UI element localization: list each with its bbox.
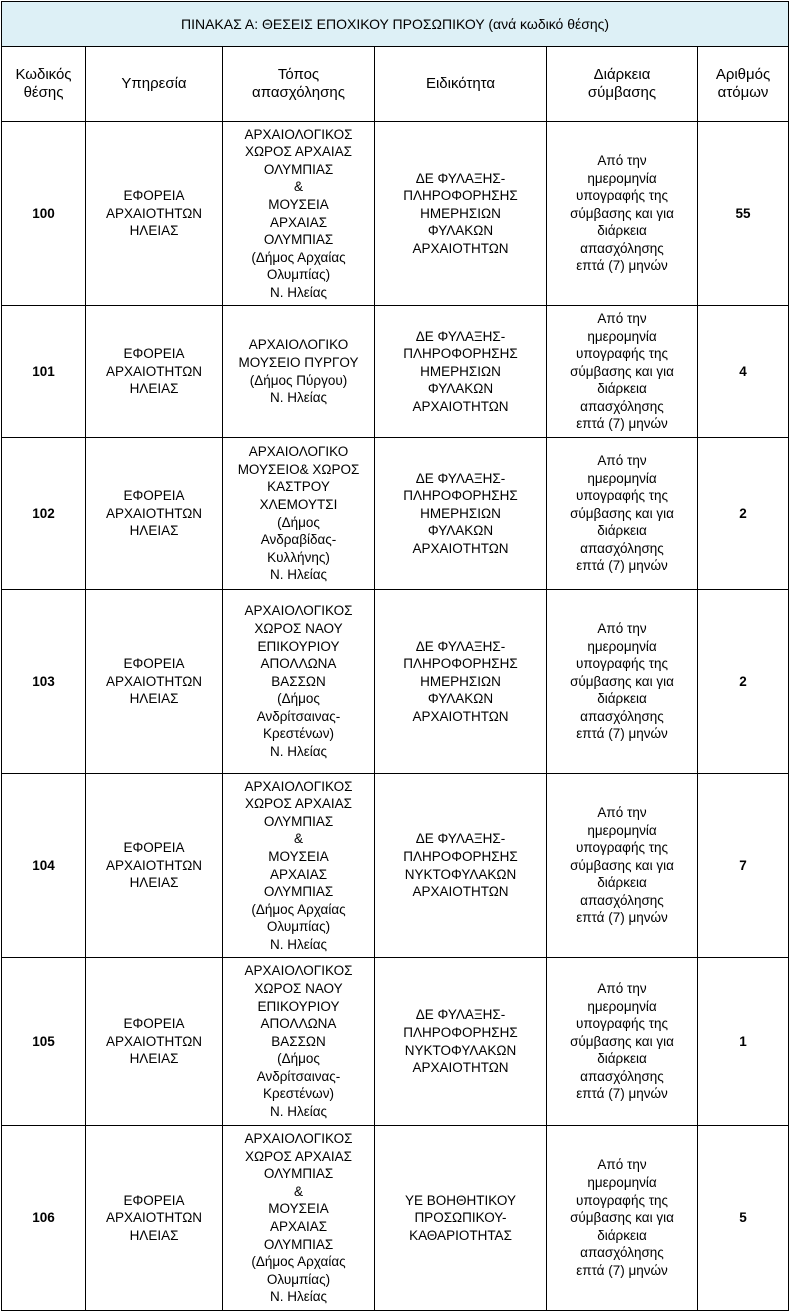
header-code: Κωδικός θέσης bbox=[2, 47, 86, 122]
header-location: Τόπος απασχόλησης bbox=[223, 47, 375, 122]
cell-count: 4 bbox=[698, 306, 789, 438]
cell-location: ΑΡΧΑΙΟΛΟΓΙΚΟΣ ΧΩΡΟΣ ΑΡΧΑΙΑΣ ΟΛΥΜΠΙΑΣ & ΜΟΥΣΕΙΑ ΑΡΧΑΙΑΣ ΟΛΥΜΠΙΑΣ (Δήμος Αρχαίας Ολυμπίας) Ν. Ηλείας bbox=[223, 774, 375, 958]
cell-duration: Από την ημερομηνία υπογραφής της σύμβασης και για διάρκεια απασχόλησης επτά (7) μηνών bbox=[547, 1126, 698, 1311]
cell-duration: Από την ημερομηνία υπογραφής της σύμβασης και για διάρκεια απασχόλησης επτά (7) μηνών bbox=[547, 774, 698, 958]
header-specialty: Ειδικότητα bbox=[375, 47, 547, 122]
header-service: Υπηρεσία bbox=[86, 47, 223, 122]
cell-specialty: ΔΕ ΦΥΛΑΞΗΣ- ΠΛΗΡΟΦΟΡΗΣΗΣ ΗΜΕΡΗΣΙΩΝ ΦΥΛΑΚΩΝ ΑΡΧΑΙΟΤΗΤΩΝ bbox=[375, 590, 547, 774]
cell-location: ΑΡΧΑΙΟΛΟΓΙΚΟΣ ΧΩΡΟΣ ΝΑΟΥ ΕΠΙΚΟΥΡΙΟΥ ΑΠΟΛΛΩΝΑ ΒΑΣΣΩΝ (Δήμος Ανδρίτσαινας- Κρεστένων) Ν. Ηλείας bbox=[223, 590, 375, 774]
table-row bbox=[2, 306, 789, 438]
table-row bbox=[2, 122, 789, 306]
cell-service: ΕΦΟΡΕΙΑ ΑΡΧΑΙΟΤΗΤΩΝ ΗΛΕΙΑΣ bbox=[86, 438, 223, 590]
cell-count: 5 bbox=[698, 1126, 789, 1311]
table-row bbox=[2, 438, 789, 590]
header-count: Αριθμός ατόμων bbox=[698, 47, 789, 122]
cell-duration: Από την ημερομηνία υπογραφής της σύμβασης και για διάρκεια απασχόλησης επτά (7) μηνών bbox=[547, 958, 698, 1126]
table-row bbox=[2, 590, 789, 774]
cell-duration: Από την ημερομηνία υπογραφής της σύμβασης και για διάρκεια απασχόλησης επτά (7) μηνών bbox=[547, 590, 698, 774]
cell-service: ΕΦΟΡΕΙΑ ΑΡΧΑΙΟΤΗΤΩΝ ΗΛΕΙΑΣ bbox=[86, 774, 223, 958]
cell-code: 100 bbox=[2, 122, 86, 306]
cell-code: 102 bbox=[2, 438, 86, 590]
cell-code: 106 bbox=[2, 1126, 86, 1311]
positions-table bbox=[1, 1, 789, 1311]
cell-code: 103 bbox=[2, 590, 86, 774]
cell-code: 104 bbox=[2, 774, 86, 958]
cell-location: ΑΡΧΑΙΟΛΟΓΙΚΟΣ ΧΩΡΟΣ ΑΡΧΑΙΑΣ ΟΛΥΜΠΙΑΣ & ΜΟΥΣΕΙΑ ΑΡΧΑΙΑΣ ΟΛΥΜΠΙΑΣ (Δήμος Αρχαίας Ολυμπίας) Ν. Ηλείας bbox=[223, 1126, 375, 1311]
cell-duration: Από την ημερομηνία υπογραφής της σύμβασης και για διάρκεια απασχόλησης επτά (7) μηνών bbox=[547, 306, 698, 438]
cell-duration: Από την ημερομηνία υπογραφής της σύμβασης και για διάρκεια απασχόλησης επτά (7) μηνών bbox=[547, 122, 698, 306]
cell-service: ΕΦΟΡΕΙΑ ΑΡΧΑΙΟΤΗΤΩΝ ΗΛΕΙΑΣ bbox=[86, 122, 223, 306]
table-row bbox=[2, 1126, 789, 1311]
cell-location: ΑΡΧΑΙΟΛΟΓΙΚΟΣ ΧΩΡΟΣ ΑΡΧΑΙΑΣ ΟΛΥΜΠΙΑΣ & ΜΟΥΣΕΙΑ ΑΡΧΑΙΑΣ ΟΛΥΜΠΙΑΣ (Δήμος Αρχαίας Ολυμπίας) Ν. Ηλείας bbox=[223, 122, 375, 306]
cell-specialty: ΔΕ ΦΥΛΑΞΗΣ- ΠΛΗΡΟΦΟΡΗΣΗΣ ΗΜΕΡΗΣΙΩΝ ΦΥΛΑΚΩΝ ΑΡΧΑΙΟΤΗΤΩΝ bbox=[375, 438, 547, 590]
table-row bbox=[2, 958, 789, 1126]
cell-count: 1 bbox=[698, 958, 789, 1126]
cell-duration: Από την ημερομηνία υπογραφής της σύμβασης και για διάρκεια απασχόλησης επτά (7) μηνών bbox=[547, 438, 698, 590]
cell-service: ΕΦΟΡΕΙΑ ΑΡΧΑΙΟΤΗΤΩΝ ΗΛΕΙΑΣ bbox=[86, 590, 223, 774]
cell-location: ΑΡΧΑΙΟΛΟΓΙΚΟΣ ΧΩΡΟΣ ΝΑΟΥ ΕΠΙΚΟΥΡΙΟΥ ΑΠΟΛΛΩΝΑ ΒΑΣΣΩΝ (Δήμος Ανδρίτσαινας- Κρεστένων) Ν. Ηλείας bbox=[223, 958, 375, 1126]
cell-count: 7 bbox=[698, 774, 789, 958]
cell-code: 105 bbox=[2, 958, 86, 1126]
cell-specialty: ΥΕ ΒΟΗΘΗΤΙΚΟΥ ΠΡΟΣΩΠΙΚΟΥ- ΚΑΘΑΡΙΟΤΗΤΑΣ bbox=[375, 1126, 547, 1311]
cell-specialty: ΔΕ ΦΥΛΑΞΗΣ- ΠΛΗΡΟΦΟΡΗΣΗΣ ΝΥΚΤΟΦΥΛΑΚΩΝ ΑΡΧΑΙΟΤΗΤΩΝ bbox=[375, 958, 547, 1126]
cell-service: ΕΦΟΡΕΙΑ ΑΡΧΑΙΟΤΗΤΩΝ ΗΛΕΙΑΣ bbox=[86, 306, 223, 438]
table-body bbox=[2, 122, 789, 1311]
cell-count: 55 bbox=[698, 122, 789, 306]
cell-specialty: ΔΕ ΦΥΛΑΞΗΣ- ΠΛΗΡΟΦΟΡΗΣΗΣ ΝΥΚΤΟΦΥΛΑΚΩΝ ΑΡΧΑΙΟΤΗΤΩΝ bbox=[375, 774, 547, 958]
header-row bbox=[2, 47, 789, 122]
cell-location: ΑΡΧΑΙΟΛΟΓΙΚΟ ΜΟΥΣΕΙΟ& ΧΩΡΟΣ ΚΑΣΤΡΟΥ ΧΛΕΜΟΥΤΣΙ (Δήμος Ανδραβίδας- Κυλλήνης) Ν. Ηλείας bbox=[223, 438, 375, 590]
table-title: ΠΙΝΑΚΑΣ Α: ΘΕΣΕΙΣ ΕΠΟΧΙΚΟΥ ΠΡΟΣΩΠΙΚΟΥ (ανά κωδικό θέσης) bbox=[2, 2, 789, 47]
cell-count: 2 bbox=[698, 590, 789, 774]
cell-service: ΕΦΟΡΕΙΑ ΑΡΧΑΙΟΤΗΤΩΝ ΗΛΕΙΑΣ bbox=[86, 958, 223, 1126]
table-row bbox=[2, 774, 789, 958]
cell-count: 2 bbox=[698, 438, 789, 590]
header-duration: Διάρκεια σύμβασης bbox=[547, 47, 698, 122]
cell-service: ΕΦΟΡΕΙΑ ΑΡΧΑΙΟΤΗΤΩΝ ΗΛΕΙΑΣ bbox=[86, 1126, 223, 1311]
cell-specialty: ΔΕ ΦΥΛΑΞΗΣ- ΠΛΗΡΟΦΟΡΗΣΗΣ ΗΜΕΡΗΣΙΩΝ ΦΥΛΑΚΩΝ ΑΡΧΑΙΟΤΗΤΩΝ bbox=[375, 306, 547, 438]
cell-code: 101 bbox=[2, 306, 86, 438]
cell-location: ΑΡΧΑΙΟΛΟΓΙΚΟ ΜΟΥΣΕΙΟ ΠΥΡΓΟΥ (Δήμος Πύργου) Ν. Ηλείας bbox=[223, 306, 375, 438]
cell-specialty: ΔΕ ΦΥΛΑΞΗΣ- ΠΛΗΡΟΦΟΡΗΣΗΣ ΗΜΕΡΗΣΙΩΝ ΦΥΛΑΚΩΝ ΑΡΧΑΙΟΤΗΤΩΝ bbox=[375, 122, 547, 306]
